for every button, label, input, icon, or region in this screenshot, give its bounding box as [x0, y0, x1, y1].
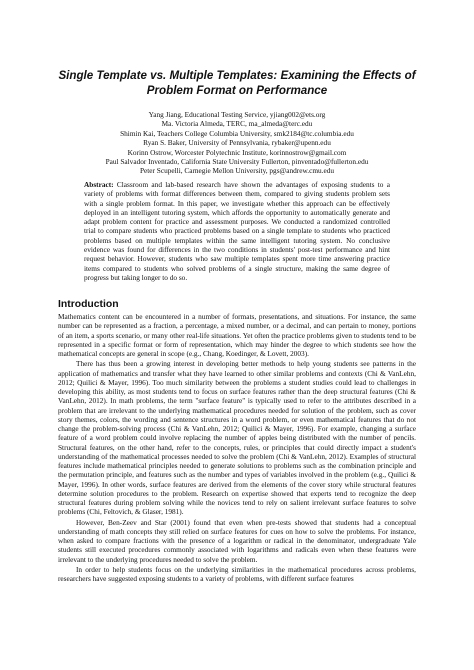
- author-line: Paul Salvador Inventado, California State University Fullerton, pinventado@fullerton.edu: [105, 157, 369, 167]
- author-line: Ryan S. Baker, University of Pennsylvania, rybaker@upenn.edu: [143, 138, 331, 148]
- author-list: [40, 110, 434, 176]
- section-heading-introduction: Introduction: [58, 299, 119, 310]
- author-line: Korinn Ostrow, Worcester Polytechnic Institute, korinnostrow@gmail.com: [127, 147, 347, 157]
- abstract-label: Abstract:: [84, 180, 114, 189]
- introduction-body: [58, 312, 416, 583]
- body-paragraph: There has thus been a growing interest in developing better methods to help young students see patterns in the application of mathematics and transfer what they have learned to other similar problems and contexts (Chi & VanLehn, 2012; Quilici & Mayer, 1996). Too much similarity between the problems a student studies could lead to challenges in developing this ability, as most students tend to focus on surface features rather than the deep structural features (Chi & VanLehn, 2012). In math problems, the term "surface feature" is typically used to refer to the attributes described in a problem that are irrelevant to the underlying mathematical procedures needed for solution of the problem, such as cover story themes, colors, the wording and sentence structures in a word problem, or even mathematical features that do not change the problem-solving process (Chi & VanLehn, 2012; Quilici & Mayer, 1996). For example, changing a surface feature of a word problem could involve replacing the number of apples being distributed with the number of pencils. Structural features, on the other hand, refer to the concepts, rules, or principles that could directly impact a student's understanding of the mathematical processes needed to solve the problem (Chi & VanLehn, 2012). Examples of structural features include mathematical principles needed to generate solutions to problems such as the combination principle and the permutation principle, and features such as the number and types of variables involved in the problem (e.g., Quilici & Mayer, 1996). In other words, surface features are derived from the elements of the cover story while structural features determine solution procedures to the problem. Research on expertise showed that experts tend to recognize the deep structural features during problem solving while the novices tend to rely on salient irrelevant surface features to solve problems (Chi, Feltovich, & Glaser, 1981).: [58, 359, 416, 517]
- abstract-text: Classroom and lab-based research have shown the advantages of exposing students to a variety of problems with format differences between them, compared to giving students problem sets with a single problem format. In this paper, we investigate whether this approach can be effectively deployed in an intelligent tutoring system, which affords the opportunity to automatically generate and adapt problem content for practice and assessment purposes. We conducted a randomized controlled trial to compare students who practiced problems based on a single template to students who practiced problems based on multiple templates within the same intelligent tutoring system. No conclusive evidence was found for differences in the two conditions in students' post-test performance and hint request behavior. However, students who saw multiple templates spent more time answering practice items compared to students who solved problems of a single structure, making the same degree of progress but taking longer to do so.: [84, 180, 390, 282]
- author-line: Yang Jiang, Educational Testing Service, yjiang002@ets.org: [148, 110, 326, 119]
- author-line: Peter Scupelli, Carnegie Mellon University, pgs@andrew.cmu.edu: [139, 166, 335, 176]
- author-line: Shimin Kai, Teachers College Columbia University, smk2184@tc.columbia.edu: [120, 128, 354, 138]
- body-paragraph: In order to help students focus on the underlying similarities in the mathematical procedures across problems, researchers have suggested exposing students to a variety of problems, with different surface features: [58, 564, 416, 583]
- author-line: Ma. Victoria Almeda, TERC, ma_almeda@terc.edu: [161, 119, 313, 129]
- body-paragraph: However, Ben-Zeev and Star (2001) found that even when pre-tests showed that students had a conceptual understanding of math concepts they still relied on surface features for cues on how to solve the problems. For instance, when asked to compare fractions with the presence of a logarithm or radical in the denominator, undergraduate Yale students still executed procedures commonly associated with logarithms and radicals even when these features were irrelevant to the underlying procedures needed to solve the problem.: [58, 517, 416, 564]
- paper-title: Single Template vs. Multiple Templates: Examining the Effects of Problem Format on Performance: [58, 69, 416, 97]
- body-paragraph: Mathematics content can be encountered in a number of formats, presentations, and situations. For instance, the same number can be represented as a fraction, a percentage, a mixed number, or a decimal, and can pertain to money, portions of an item, a sports scenario, or many other real-life situations. Yet often the practice problems given to students tend to be represented in a specific format or form of representation, which may hinder the degree to which students see how the mathematical concepts are general in scope (e.g., Chang, Koedinger, & Lovett, 2003).: [58, 312, 416, 358]
- abstract: [84, 180, 390, 282]
